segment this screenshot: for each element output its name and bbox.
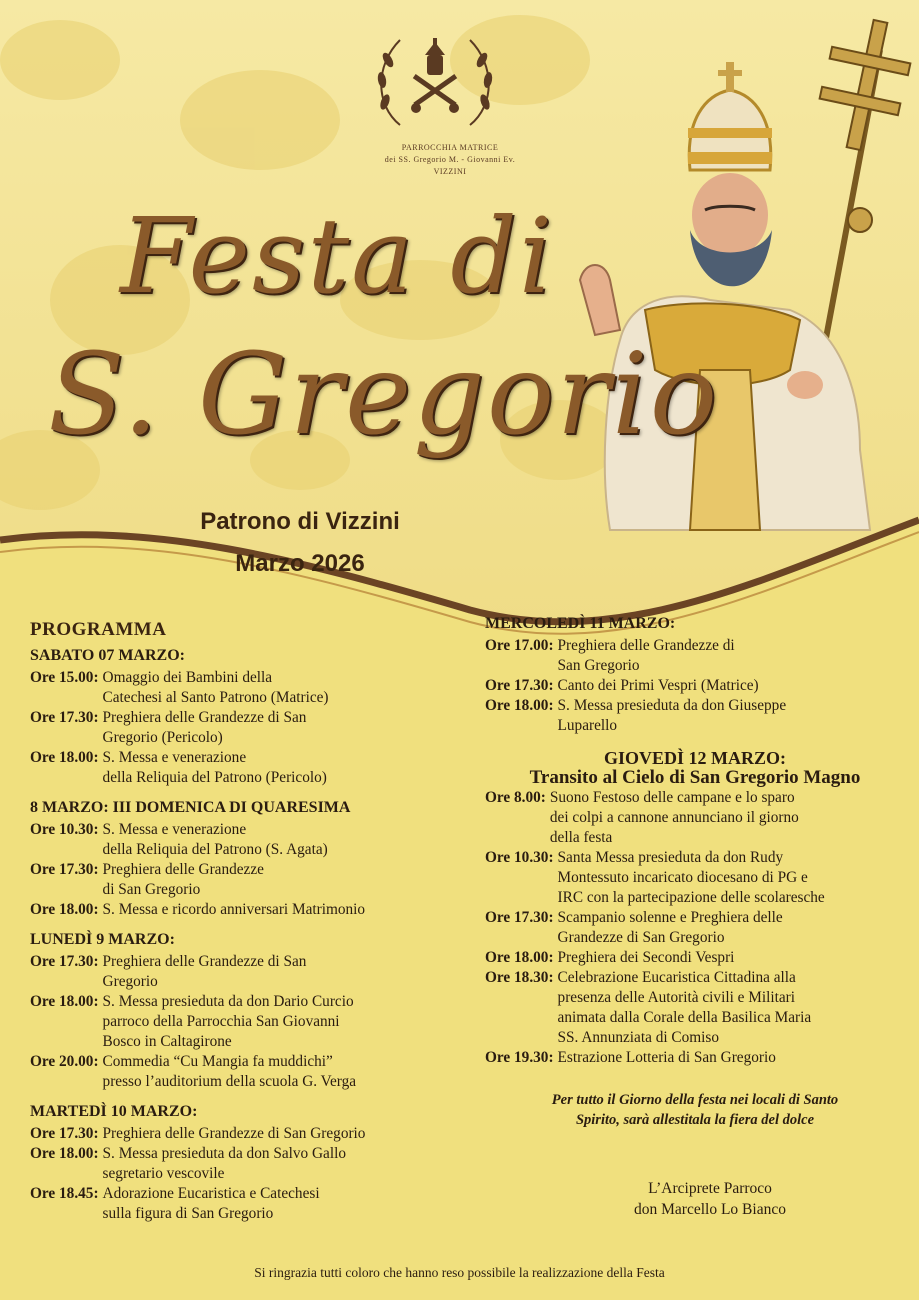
- schedule-time: Ore 15.00:: [30, 669, 99, 686]
- schedule-text-wrap: [99, 668, 450, 708]
- schedule-text-continued: parroco della Parrocchia San Giovanni: [102, 1013, 340, 1030]
- schedule-text-wrap: [554, 676, 905, 696]
- title-line1: Festa di: [120, 195, 555, 317]
- schedule-time: Ore 10.30:: [30, 821, 99, 838]
- schedule-item: [485, 636, 905, 676]
- schedule-item: [485, 948, 905, 968]
- schedule-time: Ore 17.30:: [30, 953, 99, 970]
- schedule-text-continued: segretario vescovile: [102, 1165, 225, 1182]
- schedule-text-continued: Luparello: [557, 717, 618, 734]
- schedule-time: Ore 18.00:: [30, 901, 99, 918]
- schedule-item: [30, 1052, 450, 1092]
- schedule-text-continued: presso l’auditorium della scuola G. Verga: [102, 1073, 357, 1090]
- schedule-time: Ore 17.30:: [485, 909, 554, 926]
- day-heading: MARTEDÌ 10 MARZO:: [30, 1103, 198, 1120]
- schedule-item: [485, 788, 905, 848]
- schedule-text-continued: della Reliquia del Patrono (Pericolo): [102, 769, 327, 786]
- schedule-text: Preghiera dei Secondi Vespri: [557, 949, 735, 966]
- schedule-text-continued: SS. Annunziata di Comiso: [557, 1029, 720, 1046]
- schedule-text-wrap: [554, 968, 905, 1048]
- schedule-text: Preghiera delle Grandezze di: [557, 637, 735, 654]
- day-heading: 8 MARZO: III DOMENICA DI QUARESIMA: [30, 799, 351, 816]
- schedule-text-continued: Gregorio (Pericolo): [102, 729, 223, 746]
- schedule-text: Estrazione Lotteria di San Gregorio: [557, 1049, 776, 1066]
- schedule-text-wrap: [554, 636, 905, 676]
- schedule-item: [30, 1184, 450, 1224]
- day-heading: SABATO 07 MARZO:: [30, 647, 185, 664]
- schedule-time: Ore 17.30:: [485, 677, 554, 694]
- schedule-time: Ore 17.00:: [485, 637, 554, 654]
- thursday-subheading: Transito al Cielo di San Gregorio Magno: [529, 767, 861, 788]
- schedule-text-wrap: [99, 952, 450, 992]
- schedule-text-continued: Grandezze di San Gregorio: [557, 929, 725, 946]
- schedule-text-wrap: [99, 1052, 450, 1092]
- schedule-text-wrap: [99, 748, 450, 788]
- schedule-time: Ore 17.30:: [30, 1125, 99, 1142]
- schedule-text-wrap: [554, 848, 905, 908]
- schedule-item: [30, 860, 450, 900]
- schedule-text: S. Messa e ricordo anniversari Matrimonio: [102, 901, 366, 918]
- schedule-text: Canto dei Primi Vespri (Matrice): [557, 677, 759, 694]
- title-line2: S. Gregorio: [48, 330, 720, 460]
- schedule-item: [30, 952, 450, 992]
- schedule-item: [485, 908, 905, 948]
- schedule-item: [30, 1124, 450, 1144]
- schedule-item: [30, 992, 450, 1052]
- schedule-text-wrap: [99, 992, 450, 1052]
- schedule-item: [30, 1144, 450, 1184]
- note-line2: Spirito, sarà allestitala la fiera del dolce: [575, 1112, 815, 1128]
- schedule-item: [485, 1048, 905, 1068]
- program-left-column: [30, 620, 450, 1224]
- schedule-item: [30, 820, 450, 860]
- parish-emblem-icon: [370, 30, 500, 140]
- schedule-text-continued: sulla figura di San Gregorio: [102, 1205, 274, 1222]
- schedule-text: Commedia “Cu Mangia fa muddichi”: [102, 1053, 333, 1070]
- program-heading: PROGRAMMA: [30, 619, 167, 640]
- schedule-time: Ore 18.30:: [485, 969, 554, 986]
- schedule-item: [485, 848, 905, 908]
- day-heading: MERCOLEDÌ 11 MARZO:: [485, 615, 676, 632]
- schedule-time: Ore 18.45:: [30, 1185, 99, 1202]
- schedule-text-wrap: [99, 1184, 450, 1224]
- schedule-time: Ore 18.00:: [30, 749, 99, 766]
- schedule-time: Ore 17.30:: [30, 709, 99, 726]
- schedule-text-wrap: [554, 1048, 905, 1068]
- parish-name-line2: dei SS. Gregorio M. - Giovanni Ev.: [384, 155, 516, 164]
- day-block: [30, 646, 450, 788]
- schedule-text-continued: presenza delle Autorità civili e Militari: [557, 989, 795, 1006]
- schedule-item: [30, 900, 450, 920]
- schedule-time: Ore 18.00:: [30, 1145, 99, 1162]
- schedule-time: Ore 10.30:: [485, 849, 554, 866]
- schedule-text-wrap: [99, 1144, 450, 1184]
- thursday-heading: GIOVEDÌ 12 MARZO:: [603, 748, 786, 768]
- saint-gregory-statue-image: [560, 10, 919, 550]
- schedule-time: Ore 17.30:: [30, 861, 99, 878]
- schedule-text-wrap: [99, 860, 450, 900]
- schedule-text-wrap: [99, 900, 450, 920]
- schedule-item: [30, 668, 450, 708]
- schedule-text: Preghiera delle Grandezze di San: [102, 953, 307, 970]
- schedule-text-continued: San Gregorio: [557, 657, 640, 674]
- day-block: [30, 798, 450, 920]
- schedule-item: [485, 696, 905, 736]
- day-heading: LUNEDÌ 9 MARZO:: [30, 931, 175, 948]
- schedule-text: Preghiera delle Grandezze: [102, 861, 264, 878]
- signature-block: [560, 1178, 860, 1220]
- day-block: [30, 930, 450, 1092]
- schedule-text: Celebrazione Eucaristica Cittadina alla: [557, 969, 796, 986]
- schedule-text-continued: Gregorio: [102, 973, 158, 990]
- schedule-text-wrap: [99, 708, 450, 748]
- schedule-time: Ore 20.00:: [30, 1053, 99, 1070]
- schedule-text: Preghiera delle Grandezze di San Gregorio: [102, 1125, 366, 1142]
- schedule-time: Ore 18.00:: [485, 697, 554, 714]
- schedule-text-continued: dei colpi a cannone annunciano il giorno: [549, 809, 799, 826]
- program-right-column: [485, 608, 905, 1068]
- schedule-text: S. Messa presieduta da don Giuseppe: [557, 697, 787, 714]
- schedule-text: Preghiera delle Grandezze di San: [102, 709, 307, 726]
- footer-thanks: Si ringrazia tutti coloro che hanno reso possibile la realizzazione della Festa: [254, 1265, 665, 1280]
- schedule-text-wrap: [546, 788, 905, 848]
- signature-role: L’Arciprete Parroco: [648, 1180, 772, 1197]
- subtitle-patron: Patrono di Vizzini: [200, 508, 400, 535]
- schedule-text: S. Messa e venerazione: [102, 821, 247, 838]
- schedule-text-continued: animata dalla Corale della Basilica Maria: [557, 1009, 812, 1026]
- schedule-text: Omaggio dei Bambini della: [102, 669, 273, 686]
- schedule-text-continued: Montessuto incaricato diocesano di PG e: [557, 869, 808, 886]
- schedule-text: S. Messa e venerazione: [102, 749, 247, 766]
- signature-name: don Marcello Lo Bianco: [634, 1201, 786, 1218]
- schedule-text: Suono Festoso delle campane e lo sparo: [549, 789, 795, 806]
- schedule-text-wrap: [554, 696, 905, 736]
- schedule-text: S. Messa presieduta da don Dario Curcio: [102, 993, 354, 1010]
- schedule-text-continued: di San Gregorio: [102, 881, 201, 898]
- schedule-text: S. Messa presieduta da don Salvo Gallo: [102, 1145, 346, 1162]
- schedule-text-continued: Catechesi al Santo Patrono (Matrice): [102, 689, 329, 706]
- schedule-text-wrap: [554, 948, 905, 968]
- schedule-time: Ore 18.00:: [485, 949, 554, 966]
- schedule-item: [30, 708, 450, 748]
- parish-name-line3: VIZZINI: [433, 167, 467, 176]
- schedule-text-wrap: [99, 820, 450, 860]
- schedule-text: Adorazione Eucaristica e Catechesi: [102, 1185, 320, 1202]
- parish-name-line1: PARROCCHIA MATRICE: [401, 143, 499, 152]
- note-line1: Per tutto il Giorno della festa nei locali di Santo: [551, 1092, 839, 1108]
- schedule-text-continued: IRC con la partecipazione delle scolaresche: [557, 889, 825, 906]
- schedule-text-continued: della Reliquia del Patrono (S. Agata): [102, 841, 328, 858]
- schedule-text-continued: Bosco in Caltagirone: [102, 1033, 232, 1050]
- schedule-item: [485, 676, 905, 696]
- schedule-time: Ore 19.30:: [485, 1049, 554, 1066]
- dessert-fair-note: [485, 1090, 905, 1130]
- schedule-time: Ore 18.00:: [30, 993, 99, 1010]
- schedule-text-wrap: [554, 908, 905, 948]
- schedule-text: Scampanio solenne e Preghiera delle: [557, 909, 783, 926]
- subtitle-date: Marzo 2026: [235, 550, 365, 577]
- day-block: [30, 1102, 450, 1224]
- schedule-text: Santa Messa presieduta da don Rudy: [557, 849, 784, 866]
- schedule-time: Ore 8.00:: [485, 789, 546, 806]
- schedule-text-wrap: [99, 1124, 450, 1144]
- schedule-item: [30, 748, 450, 788]
- schedule-text-continued: della festa: [549, 829, 613, 846]
- schedule-item: [485, 968, 905, 1048]
